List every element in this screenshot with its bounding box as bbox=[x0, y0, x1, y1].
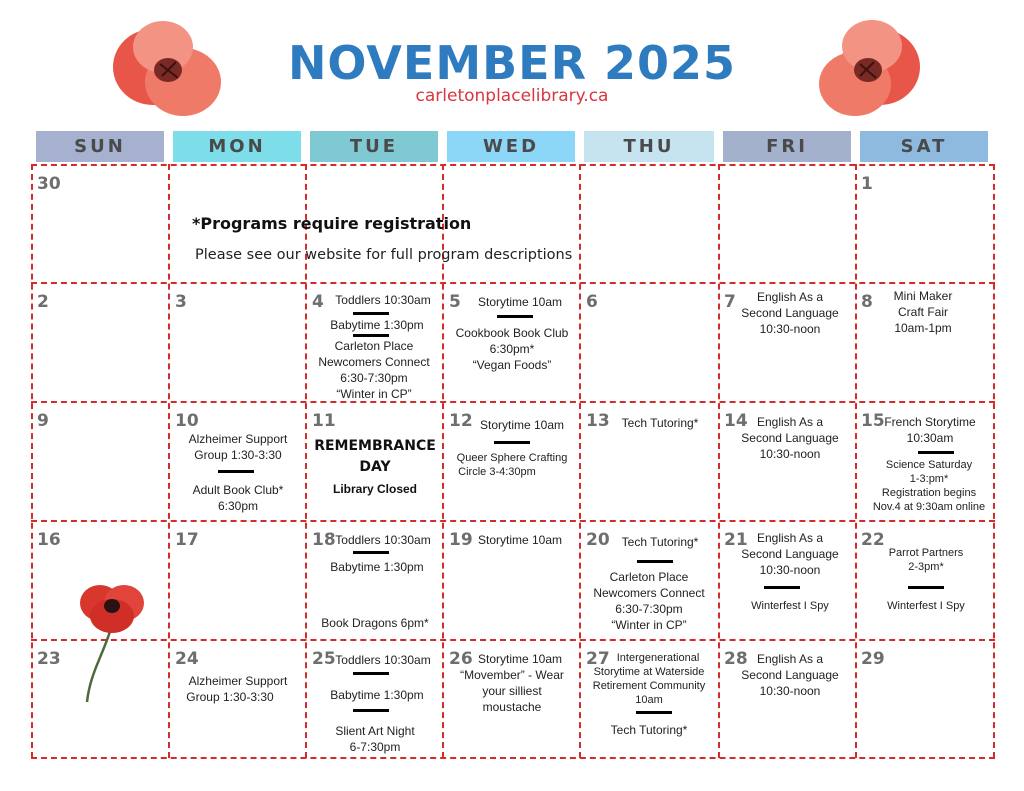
date-number: 23 bbox=[37, 649, 61, 669]
event-esl: Second Language bbox=[741, 547, 839, 561]
event-adult-book-club: Adult Book Club* bbox=[192, 483, 284, 497]
event-tech-tutoring: Tech Tutoring* bbox=[621, 535, 699, 549]
poppy-icon-right bbox=[810, 12, 930, 122]
date-number: 27 bbox=[586, 649, 610, 669]
date-number: 28 bbox=[724, 649, 748, 669]
event-esl: English As a bbox=[756, 652, 824, 666]
library-closed-label: Library Closed bbox=[332, 482, 418, 496]
date-number: 30 bbox=[37, 174, 61, 194]
date-number: 17 bbox=[175, 530, 199, 550]
event-newcomers: Carleton Place bbox=[334, 339, 414, 353]
event-science-saturday: Registration begins bbox=[881, 487, 977, 499]
event-esl: English As a bbox=[756, 290, 824, 304]
divider bbox=[908, 586, 944, 589]
event-movember: your silliest bbox=[482, 684, 542, 698]
event-queer-sphere: Circle 3-4:30pm bbox=[458, 466, 536, 478]
grid-line bbox=[855, 164, 857, 758]
date-number: 2 bbox=[37, 292, 49, 312]
event-science-saturday: Science Saturday bbox=[885, 459, 973, 471]
event-newcomers: “Winter in CP” bbox=[336, 387, 412, 401]
event-esl: 10:30-noon bbox=[759, 447, 821, 461]
registration-notice: *Programs require registration bbox=[192, 214, 472, 233]
event-adult-book-club: 6:30pm bbox=[217, 499, 259, 513]
event-craft-fair: 10am-1pm bbox=[894, 321, 952, 335]
event-cookbook-club: Cookbook Book Club bbox=[455, 326, 569, 340]
day-header-fri: FRI bbox=[723, 131, 851, 162]
date-number: 6 bbox=[586, 292, 598, 312]
date-number: 7 bbox=[724, 292, 736, 312]
date-number: 9 bbox=[37, 411, 49, 431]
event-parrot-partners: Parrot Partners bbox=[888, 547, 964, 559]
event-book-dragons: Book Dragons 6pm* bbox=[321, 616, 429, 630]
divider bbox=[353, 709, 389, 712]
event-movember: moustache bbox=[482, 700, 542, 714]
divider bbox=[353, 312, 389, 315]
date-number: 12 bbox=[449, 411, 473, 431]
event-craft-fair: Mini Maker bbox=[893, 289, 953, 303]
date-number: 20 bbox=[586, 530, 610, 550]
event-babytime: Babytime 1:30pm bbox=[330, 318, 424, 332]
date-number: 19 bbox=[449, 530, 473, 550]
event-art-night: Slient Art Night bbox=[335, 724, 415, 738]
divider bbox=[353, 672, 389, 675]
date-number: 21 bbox=[724, 530, 748, 550]
event-toddlers: Toddlers 10:30am bbox=[335, 533, 431, 547]
day-header-mon: MON bbox=[173, 131, 301, 162]
divider bbox=[353, 334, 389, 337]
date-number: 14 bbox=[724, 411, 748, 431]
event-tech-tutoring: Tech Tutoring* bbox=[621, 416, 699, 430]
grid-line bbox=[31, 164, 33, 758]
event-storytime: Storytime 10am bbox=[479, 418, 565, 432]
grid-line bbox=[718, 164, 720, 758]
date-number: 22 bbox=[861, 530, 885, 550]
divider bbox=[764, 586, 800, 589]
poppy-flower-icon bbox=[74, 578, 150, 704]
event-esl: English As a bbox=[756, 415, 824, 429]
date-number: 18 bbox=[312, 530, 336, 550]
event-storytime: Storytime 10am bbox=[477, 295, 563, 309]
event-tech-tutoring: Tech Tutoring* bbox=[610, 723, 688, 737]
event-storytime: Storytime 10am bbox=[477, 533, 563, 547]
date-number: 1 bbox=[861, 174, 873, 194]
event-intergenerational: Intergenerational bbox=[616, 652, 700, 664]
event-esl: Second Language bbox=[741, 668, 839, 682]
date-number: 3 bbox=[175, 292, 187, 312]
day-header-sat: SAT bbox=[860, 131, 988, 162]
event-babytime: Babytime 1:30pm bbox=[330, 560, 424, 574]
event-toddlers: Toddlers 10:30am bbox=[335, 653, 431, 667]
website-link[interactable]: carletonplacelibrary.ca bbox=[415, 86, 609, 106]
event-french-storytime: 10:30am bbox=[906, 431, 954, 445]
date-number: 16 bbox=[37, 530, 61, 550]
event-esl: 10:30-noon bbox=[759, 563, 821, 577]
day-header-thu: THU bbox=[584, 131, 714, 162]
event-intergenerational: Storytime at Waterside bbox=[593, 666, 705, 678]
day-header-sun: SUN bbox=[36, 131, 164, 162]
date-number: 10 bbox=[175, 411, 199, 431]
event-newcomers: 6:30-7:30pm bbox=[340, 371, 408, 385]
divider bbox=[918, 451, 954, 454]
divider bbox=[218, 470, 254, 473]
event-art-night: 6-7:30pm bbox=[349, 740, 401, 754]
remembrance-day-label: DAY bbox=[359, 459, 391, 475]
event-alzheimer: Alzheimer Support bbox=[188, 674, 288, 688]
date-number: 26 bbox=[449, 649, 473, 669]
event-newcomers: 6:30-7:30pm bbox=[615, 602, 683, 616]
website-notice: Please see our website for full program descriptions bbox=[195, 247, 573, 263]
date-number: 24 bbox=[175, 649, 199, 669]
day-header-wed: WED bbox=[447, 131, 575, 162]
divider bbox=[494, 441, 530, 444]
divider bbox=[497, 315, 533, 318]
event-esl: English As a bbox=[756, 531, 824, 545]
event-winterfest: Winterfest I Spy bbox=[751, 600, 829, 612]
event-winterfest: Winterfest I Spy bbox=[887, 600, 965, 612]
date-number: 13 bbox=[586, 411, 610, 431]
event-cookbook-club: 6:30pm* bbox=[489, 342, 535, 356]
event-science-saturday: Nov.4 at 9:30am online bbox=[872, 501, 986, 513]
date-number: 25 bbox=[312, 649, 336, 669]
event-newcomers: Newcomers Connect bbox=[593, 586, 705, 600]
event-science-saturday: 1-3:pm* bbox=[909, 473, 949, 485]
date-number: 15 bbox=[861, 411, 885, 431]
event-queer-sphere: Queer Sphere Crafting bbox=[456, 452, 568, 464]
event-alzheimer: Alzheimer Support bbox=[188, 432, 288, 446]
event-esl: 10:30-noon bbox=[759, 322, 821, 336]
event-esl: 10:30-noon bbox=[759, 684, 821, 698]
event-craft-fair: Craft Fair bbox=[897, 305, 948, 319]
grid-line bbox=[31, 282, 995, 284]
date-number: 11 bbox=[312, 411, 336, 431]
event-newcomers: “Winter in CP” bbox=[611, 618, 687, 632]
event-toddlers: Toddlers 10:30am bbox=[335, 293, 431, 307]
event-esl: Second Language bbox=[741, 431, 839, 445]
event-alzheimer: Group 1:30-3:30 bbox=[194, 448, 282, 462]
event-newcomers: Carleton Place bbox=[609, 570, 689, 584]
grid-line bbox=[31, 520, 995, 522]
event-babytime: Babytime 1:30pm bbox=[330, 688, 424, 702]
grid-line bbox=[993, 164, 995, 758]
event-esl: Second Language bbox=[741, 306, 839, 320]
grid-line bbox=[31, 639, 995, 641]
event-intergenerational: Retirement Community bbox=[592, 680, 706, 692]
date-number: 4 bbox=[312, 292, 324, 312]
date-number: 29 bbox=[861, 649, 885, 669]
divider bbox=[637, 560, 673, 563]
poppy-icon-left bbox=[108, 12, 228, 122]
divider bbox=[636, 711, 672, 714]
divider bbox=[353, 551, 389, 554]
day-header-tue: TUE bbox=[310, 131, 438, 162]
event-newcomers: Newcomers Connect bbox=[318, 355, 430, 369]
date-number: 8 bbox=[861, 292, 873, 312]
event-parrot-partners: 2-3pm* bbox=[908, 561, 944, 573]
event-cookbook-club: “Vegan Foods” bbox=[472, 358, 552, 372]
calendar-title: NOVEMBER 2025 bbox=[287, 36, 737, 90]
event-movember: “Movember” - Wear bbox=[460, 668, 564, 682]
event-alzheimer: Group 1:30-3:30 bbox=[186, 690, 274, 704]
date-number: 5 bbox=[449, 292, 461, 312]
grid-line bbox=[31, 401, 995, 403]
grid-line bbox=[31, 757, 995, 759]
grid-line bbox=[31, 164, 995, 166]
event-intergenerational: 10am bbox=[635, 694, 663, 706]
event-storytime: Storytime 10am bbox=[477, 652, 563, 666]
event-french-storytime: French Storytime bbox=[884, 415, 976, 429]
remembrance-day-label: REMEMBRANCE bbox=[314, 438, 436, 454]
